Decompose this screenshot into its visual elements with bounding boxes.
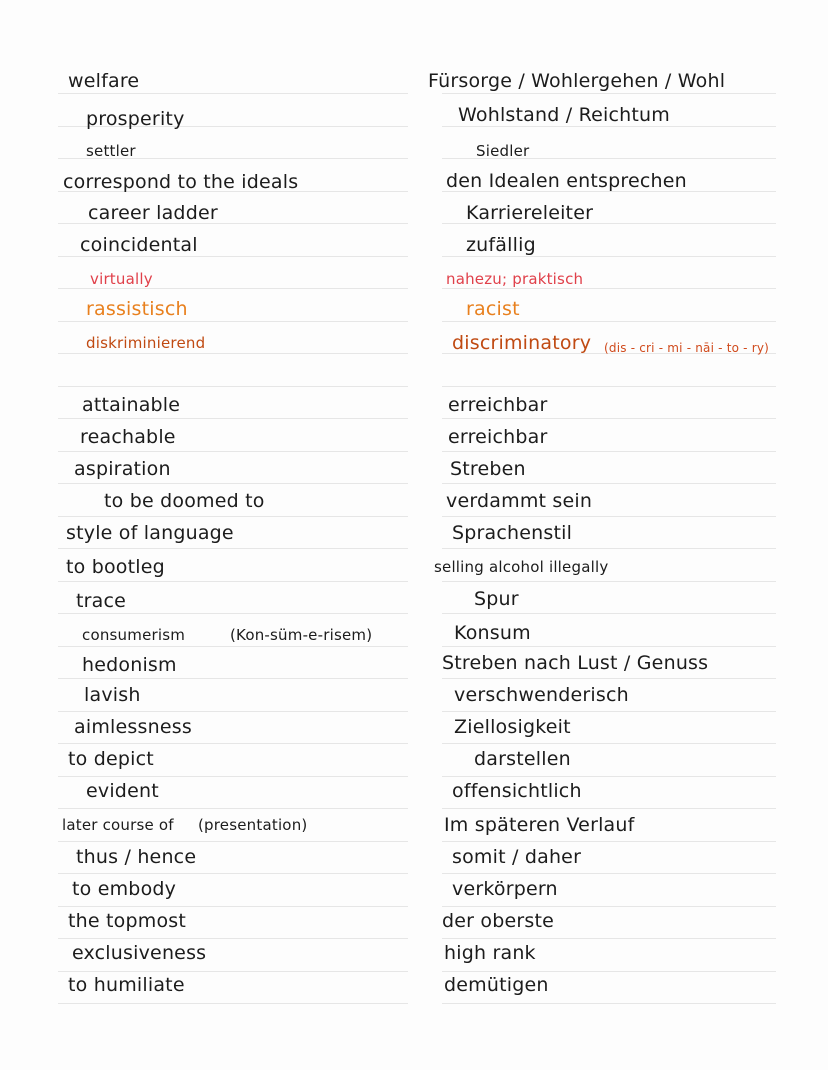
ruled-line [442, 451, 776, 452]
pronunciation-note: (dis - cri - mi - nāi - to - ry) [604, 341, 770, 355]
ruled-line [58, 938, 408, 939]
ruled-line [442, 613, 776, 614]
english-term: settler [86, 142, 136, 160]
ruled-line [442, 711, 776, 712]
translation: zufällig [466, 234, 536, 256]
translation: nahezu; praktisch [446, 270, 584, 288]
english-term: diskriminierend [86, 334, 206, 352]
ruled-line [442, 581, 776, 582]
translation: offensichtlich [452, 780, 582, 802]
english-term: thus / hence [76, 846, 197, 868]
ruled-line [442, 1003, 776, 1004]
translation: racist [466, 298, 520, 320]
ruled-line [58, 1003, 408, 1004]
translation: erreichbar [448, 394, 548, 416]
translation: erreichbar [448, 426, 548, 448]
english-term: prosperity [86, 108, 185, 130]
ruled-line [442, 321, 776, 322]
translation: Streben [450, 458, 526, 480]
ruled-line [442, 483, 776, 484]
ruled-line [58, 906, 408, 907]
pronunciation-note: (Kon-süm-e-risem) [230, 626, 373, 644]
ruled-line [58, 483, 408, 484]
translation: Siedler [476, 142, 530, 160]
ruled-line [442, 808, 776, 809]
translation: Wohlstand / Reichtum [458, 104, 670, 126]
translation: verschwenderisch [454, 684, 629, 706]
ruled-line [58, 743, 408, 744]
translation: high rank [444, 942, 536, 964]
ruled-line [58, 873, 408, 874]
ruled-line [442, 841, 776, 842]
english-term: career ladder [88, 202, 218, 224]
english-term: to depict [68, 748, 154, 770]
english-term: later course of [62, 816, 174, 834]
english-term: to embody [72, 878, 177, 900]
ruled-line [58, 516, 408, 517]
english-term: style of language [66, 522, 234, 544]
ruled-line [58, 678, 408, 679]
ruled-line [442, 418, 776, 419]
translation: Spur [474, 588, 519, 610]
ruled-line [58, 776, 408, 777]
ruled-line [58, 613, 408, 614]
english-term: lavish [84, 684, 141, 706]
translation: verkörpern [452, 878, 558, 900]
english-term: to humiliate [68, 974, 185, 996]
ruled-line [442, 776, 776, 777]
translation: somit / daher [452, 846, 582, 868]
english-term: consumerism [82, 626, 186, 644]
ruled-line [442, 938, 776, 939]
english-term: aimlessness [74, 716, 192, 738]
ruled-line [58, 808, 408, 809]
ruled-line [58, 711, 408, 712]
ruled-line [442, 646, 776, 647]
ruled-line [58, 548, 408, 549]
ruled-line [58, 971, 408, 972]
translation: den Idealen entsprechen [446, 170, 687, 192]
ruled-line [442, 516, 776, 517]
english-term: the topmost [68, 910, 187, 932]
translation: demütigen [444, 974, 549, 996]
translation: Sprachenstil [452, 522, 573, 544]
translation: Konsum [454, 622, 531, 644]
ruled-line [442, 906, 776, 907]
english-term: attainable [82, 394, 181, 416]
translation: Im späteren Verlauf [444, 814, 635, 836]
translation: discriminatory [452, 332, 592, 354]
ruled-line [58, 451, 408, 452]
translation: der oberste [442, 910, 555, 932]
ruled-line [58, 321, 408, 322]
ruled-line [58, 646, 408, 647]
ruled-line [58, 386, 408, 387]
english-term: exclusiveness [72, 942, 207, 964]
ruled-line [58, 841, 408, 842]
ruled-line [442, 256, 776, 257]
english-term: correspond to the ideals [63, 171, 299, 193]
ruled-line [442, 386, 776, 387]
translation: darstellen [474, 748, 571, 770]
ruled-line [58, 418, 408, 419]
english-term: coincidental [80, 234, 198, 256]
english-term: to bootleg [66, 556, 165, 578]
translation: Fürsorge / Wohlergehen / Wohl [428, 70, 726, 92]
translation: Streben nach Lust / Genuss [442, 652, 709, 674]
ruled-line [442, 126, 776, 127]
ruled-line [58, 581, 408, 582]
english-term: reachable [80, 426, 176, 448]
translation: Karriereleiter [466, 202, 594, 224]
english-term: to be doomed to [104, 490, 265, 512]
english-term: rassistisch [86, 298, 188, 320]
ruled-line [58, 93, 408, 94]
context-note: (presentation) [198, 816, 308, 834]
ruled-line [442, 93, 776, 94]
translation: verdammt sein [446, 490, 593, 512]
ruled-line [442, 873, 776, 874]
translation: Ziellosigkeit [454, 716, 571, 738]
ruled-line [442, 971, 776, 972]
ruled-line [58, 256, 408, 257]
english-term: aspiration [74, 458, 171, 480]
english-term: evident [86, 780, 159, 802]
ruled-line [442, 743, 776, 744]
ruled-line [442, 548, 776, 549]
english-term: welfare [68, 70, 140, 92]
english-term: virtually [90, 270, 153, 288]
english-term: hedonism [82, 654, 177, 676]
translation: selling alcohol illegally [434, 558, 609, 576]
english-term: trace [76, 590, 127, 612]
ruled-line [442, 678, 776, 679]
